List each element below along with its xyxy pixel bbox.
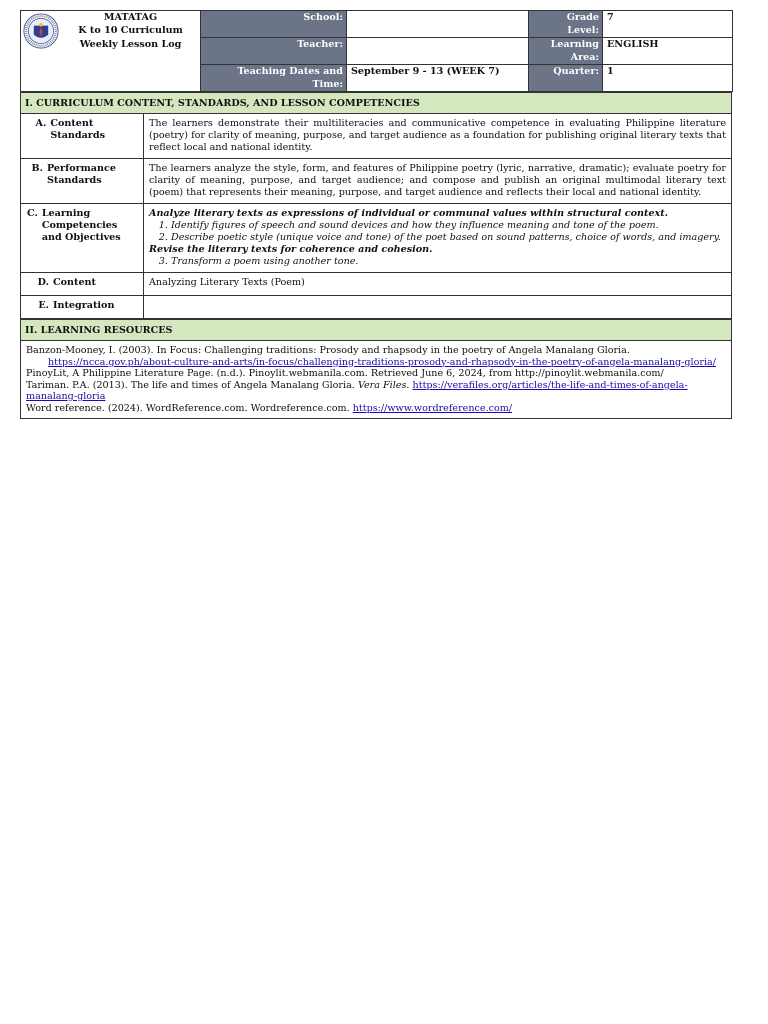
integration-label: Integration	[53, 300, 115, 311]
competencies-label: Learning Competencies and Objectives	[41, 208, 121, 243]
reference-4-line	[26, 403, 726, 415]
content-label: Content	[53, 277, 96, 288]
letter-c: C.	[27, 208, 38, 219]
performance-standards-label-cell	[21, 159, 144, 204]
quarter-label: Quarter:	[529, 65, 603, 92]
letter-d: D.	[37, 277, 49, 288]
reference-3: Tariman. P.A. (2013). The life and times of Angela Manalang Gloria.	[26, 379, 355, 391]
letter-a: A.	[35, 118, 47, 129]
curriculum-title-cell	[21, 11, 201, 92]
school-label: School:	[201, 11, 347, 38]
objective-3: 3. Transform a poem using another tone.	[171, 256, 726, 268]
teaching-dates-field[interactable]: September 9 - 13 (WEEK 7)	[347, 65, 529, 92]
competencies-label-cell	[21, 204, 144, 273]
letter-e: E.	[38, 300, 49, 311]
header-table	[20, 10, 733, 92]
curriculum-table	[20, 92, 732, 319]
teacher-label: Teacher:	[201, 38, 347, 65]
reference-3-source: Vera Files.	[357, 379, 410, 391]
reference-3-line	[26, 380, 726, 403]
letter-b: B.	[31, 163, 43, 174]
integration-label-cell	[21, 296, 144, 319]
reference-4-link[interactable]: https://www.wordreference.com/	[352, 402, 513, 414]
content-standards-text: The learners demonstrate their multiliteracies and communicative competence in evaluating Philippine literature (poetry) for clarity of meaning, purpose, and target audience as a foundation for publishing original literary texts that reflect local and national identity.	[144, 114, 732, 159]
resources-table	[20, 319, 732, 419]
objective-1: 1. Identify figures of speech and sound devices and how they influence meaning and tone of the poem.	[171, 220, 726, 232]
grade-level-field[interactable]: 7	[603, 11, 733, 38]
reference-1-link[interactable]: https://ncca.gov.ph/about-culture-and-arts/in-focus/challenging-traditions-prosody-and-rhapsody-in-the-poetry-of-angela-manalang-gloria/	[48, 356, 716, 368]
content-text: Analyzing Literary Texts (Poem)	[144, 273, 732, 296]
reference-4: Word reference. (2024). WordReference.com. Wordreference.com.	[26, 402, 350, 414]
school-field[interactable]	[347, 11, 529, 38]
section-2-heading: II. LEARNING RESOURCES	[21, 320, 732, 341]
learning-area-label: Learning Area:	[529, 38, 603, 65]
reference-1: Banzon-Mooney, I. (2003). In Focus: Challenging traditions: Prosody and rhapsody in the poetry of Angela Manalang Gloria.	[26, 345, 630, 356]
reference-3-link[interactable]: https://verafiles.org/articles/the-life-and-times-of-angela-manalang-gloria	[26, 379, 688, 402]
learning-area-field[interactable]: ENGLISH	[603, 38, 733, 65]
title-line-2: K to 10 Curriculum	[78, 25, 183, 36]
teacher-field[interactable]	[347, 38, 529, 65]
objectives-list-2	[149, 256, 726, 268]
reference-2: PinoyLit, A Philippine Literature Page. (n.d.). Pinoylit.webmanila.com. Retrieved June 6, 2024, from http://pinoylit.webmanila.com/	[26, 368, 664, 379]
section-1-heading: I. CURRICULUM CONTENT, STANDARDS, AND LESSON COMPETENCIES	[21, 93, 732, 114]
resources-cell	[21, 341, 732, 419]
quarter-field[interactable]: 1	[603, 65, 733, 92]
objectives-list-1	[149, 220, 726, 244]
content-standards-label: Content Standards	[50, 118, 105, 141]
integration-field[interactable]	[144, 296, 732, 319]
objective-2: 2. Describe poetic style (unique voice and tone) of the poet based on sound patterns, choice of words, and imagery.	[171, 232, 726, 244]
teaching-dates-label: Teaching Dates and Time:	[201, 65, 347, 92]
title-line-1: MATATAG	[103, 12, 158, 23]
grade-level-label: Grade Level:	[529, 11, 603, 38]
performance-standards-label: Performance Standards	[46, 163, 116, 186]
content-label-cell	[21, 273, 144, 296]
performance-standards-text: The learners analyze the style, form, and features of Philippine poetry (lyric, narrative, dramatic); evaluate poetry for clarity of meaning, purpose, and target audience; and compose and publish an original multimodal literary text (poem) that represents their meaning, purpose, and target audience and reflects their local and national identity.	[144, 159, 732, 204]
deped-seal-icon	[23, 13, 59, 49]
title-line-3: Weekly Lesson Log	[79, 39, 182, 50]
competencies-cell	[144, 204, 732, 273]
competency-heading-1: Analyze literary texts as expressions of individual or communal values within structural context.	[149, 208, 669, 219]
content-standards-label-cell	[21, 114, 144, 159]
lesson-log-page	[20, 10, 732, 419]
competency-heading-2: Revise the literary texts for coherence and cohesion.	[149, 244, 433, 255]
